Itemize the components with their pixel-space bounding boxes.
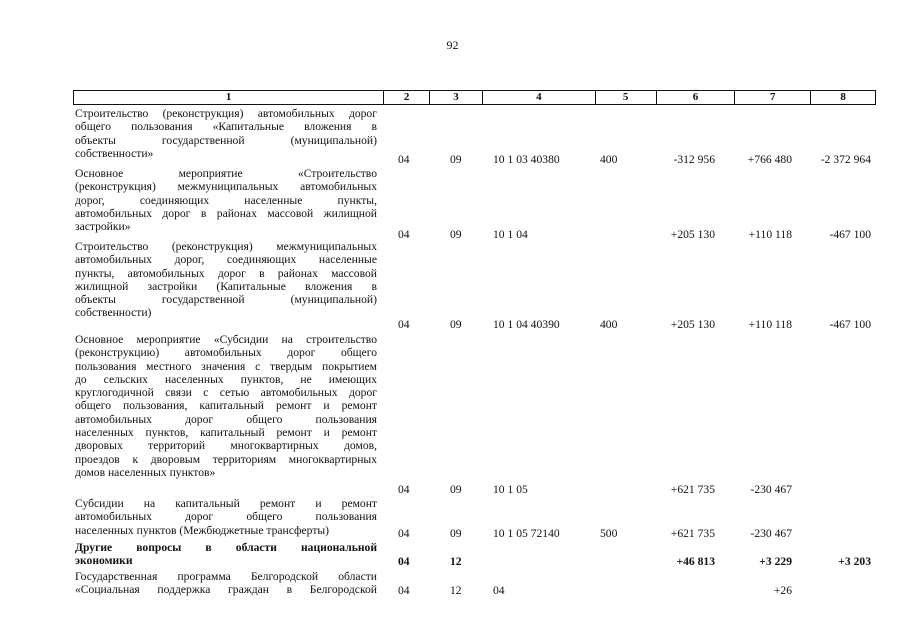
desc-line: автомобильных дорог в районах массовой жилищной: [75, 206, 377, 220]
desc-line: собственности»: [75, 146, 154, 160]
desc-line: дворовых территорий многоквартирных домов,: [75, 439, 377, 453]
desc-line: круглогодичной связи с сетью автомобильных дорог: [75, 386, 377, 400]
row-amount-3: -467 100: [829, 228, 871, 241]
row-subsection: 12: [450, 584, 462, 597]
page-number: 92: [446, 38, 459, 52]
row-amount-2: +110 118: [748, 228, 792, 241]
desc-line: (реконструкцию) автомобильных дорог общего: [75, 346, 377, 360]
desc-line: Основное мероприятие «Строительство: [75, 167, 377, 180]
row-amount-1: -312 956: [673, 153, 715, 166]
desc-line: Другие вопросы в области национальной: [75, 541, 377, 554]
row-subsection: 12: [450, 555, 462, 568]
row-description: [75, 107, 377, 160]
row-description: [75, 333, 377, 479]
header-col-4: 4: [483, 91, 596, 104]
desc-line: населенных пунктов, капитальный ремонт и ремонт: [75, 426, 377, 440]
desc-line: Строительство (реконструкция) автомобильных дорог: [75, 107, 377, 120]
row-section: 04: [398, 555, 410, 568]
desc-line: экономики: [75, 554, 133, 568]
row-amount-2: +766 480: [747, 153, 792, 166]
row-expense-type: 500: [600, 527, 618, 540]
row-description: [75, 167, 377, 233]
row-amount-2: +3 229: [759, 555, 792, 568]
desc-line: общего пользования «Капитальные вложения в: [75, 120, 377, 134]
row-section: 04: [398, 584, 410, 597]
row-target-code: 10 1 05 72140: [493, 527, 560, 540]
desc-line: пользования местного значения с твердым покрытием: [75, 359, 377, 373]
desc-line: населенных пунктов (Межбюджетные трансферты): [75, 523, 330, 537]
desc-line: (реконструкция) межмуниципальных автомобильных: [75, 180, 377, 194]
row-amount-1: +205 130: [670, 318, 715, 331]
row-target-code: 10 1 04: [493, 228, 528, 241]
row-amount-3: -2 372 964: [820, 153, 871, 166]
desc-line: Государственная программа Белгородской области: [75, 570, 377, 583]
row-description: [75, 541, 377, 568]
desc-line: автомобильных дорог общего пользования: [75, 510, 377, 524]
row-target-code: 10 1 05: [493, 483, 528, 496]
row-subsection: 09: [450, 228, 462, 241]
row-section: 04: [398, 228, 410, 241]
header-col-5: 5: [596, 91, 657, 104]
row-description: [75, 497, 377, 537]
row-section: 04: [398, 153, 410, 166]
desc-line: автомобильных дорог, соединяющих населенные: [75, 253, 377, 267]
row-section: 04: [398, 318, 410, 331]
desc-line: объекты государственной (муниципальной): [75, 293, 377, 307]
desc-line: проездов к дворовым территориям многоквартирных: [75, 452, 377, 466]
row-section: 04: [398, 483, 410, 496]
row-target-code: 10 1 04 40390: [493, 318, 560, 331]
row-section: 04: [398, 527, 410, 540]
row-amount-2: -230 467: [750, 483, 792, 496]
header-col-2: 2: [384, 91, 430, 104]
desc-line: объекты государственной (муниципальной): [75, 133, 377, 147]
row-amount-1: +621 735: [670, 483, 715, 496]
row-amount-3: -467 100: [829, 318, 871, 331]
desc-line: жилищной застройки (Капитальные вложения в: [75, 279, 377, 293]
desc-line: общего пользования, капитальный ремонт и ремонт: [75, 399, 377, 413]
desc-line: дорог, соединяющих населенные пункты,: [75, 193, 377, 207]
desc-line: до сельских населенных пунктов, не имеющих: [75, 372, 377, 386]
header-col-6: 6: [657, 91, 736, 104]
header-col-3: 3: [430, 91, 483, 104]
desc-line: «Социальная поддержка граждан в Белгородской: [75, 583, 377, 597]
row-subsection: 09: [450, 153, 462, 166]
row-amount-1: +46 813: [676, 555, 715, 568]
desc-line: застройки»: [75, 220, 131, 234]
row-target-code: 10 1 03 40380: [493, 153, 560, 166]
desc-line: Основное мероприятие «Субсидии на строительство: [75, 333, 377, 346]
row-description: [75, 570, 377, 597]
desc-line: Строительство (реконструкция) межмуниципальных: [75, 240, 377, 253]
table-header: [73, 90, 876, 105]
desc-line: Субсидии на капитальный ремонт и ремонт: [75, 497, 377, 510]
row-amount-2: +110 118: [748, 318, 792, 331]
row-subsection: 09: [450, 483, 462, 496]
desc-line: автомобильных дорог общего пользования: [75, 412, 377, 426]
row-subsection: 09: [450, 527, 462, 540]
header-col-1: 1: [74, 91, 384, 104]
row-amount-2: +26: [773, 584, 792, 597]
row-description: [75, 240, 377, 320]
row-amount-1: +205 130: [670, 228, 715, 241]
row-target-code: 04: [493, 584, 505, 597]
row-amount-2: -230 467: [750, 527, 792, 540]
row-subsection: 09: [450, 318, 462, 331]
row-amount-1: +621 735: [670, 527, 715, 540]
desc-line: собственности): [75, 306, 152, 320]
row-expense-type: 400: [600, 153, 618, 166]
desc-line: домов населенных пунктов»: [75, 465, 216, 479]
row-expense-type: 400: [600, 318, 618, 331]
row-amount-3: +3 203: [838, 555, 871, 568]
desc-line: пункты, автомобильных дорог в районах массовой: [75, 266, 377, 280]
header-col-7: 7: [735, 91, 811, 104]
header-col-8: 8: [840, 91, 846, 103]
